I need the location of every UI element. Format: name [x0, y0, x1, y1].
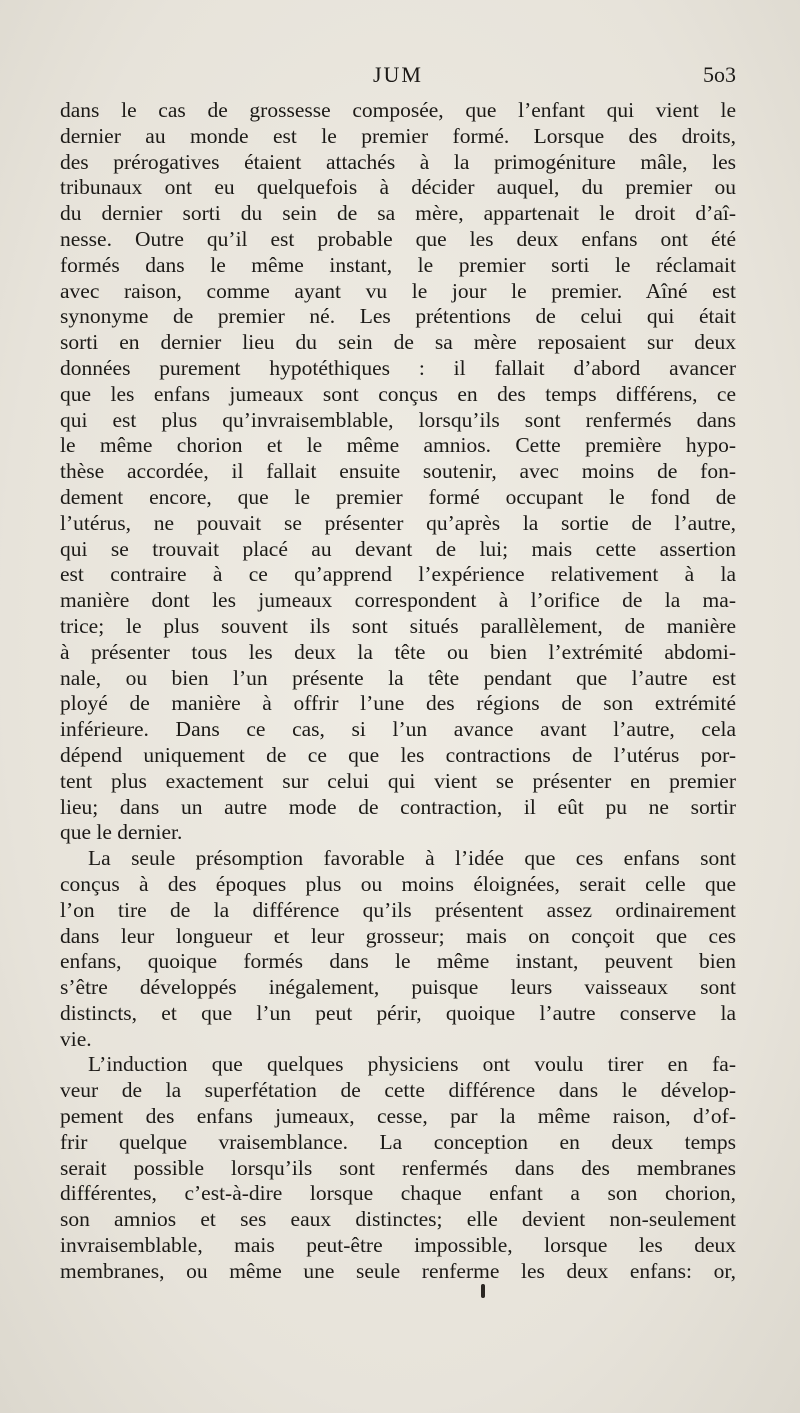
text-line: frir quelque vraisemblance. La conception en deux temps [60, 1129, 736, 1154]
text-line: le même chorion et le même amnios. Cette première hypo- [60, 433, 736, 458]
text-line: que le dernier. [60, 820, 183, 845]
text-line: tent plus exactement sur celui qui vient se présenter en premier [60, 768, 736, 793]
text-line: dans le cas de grossesse composée, que l’enfant qui vient le [60, 98, 736, 122]
text-line: dement encore, que le premier formé occupant le fond de [60, 484, 736, 509]
text-line: ployé de manière à offrir l’une des régions de son extrémité [60, 691, 736, 716]
text-line: données purement hypotéthiques : il fallait d’abord avancer [60, 355, 736, 380]
text-line: sorti en dernier lieu du sein de sa mère reposaient sur deux [60, 330, 736, 355]
text-line: nesse. Outre qu’il est probable que les deux enfans ont été [60, 226, 736, 251]
page-number: 5o3 [703, 62, 736, 87]
text-line: différentes, c’est-à-dire lorsque chaque enfant a son chorion, [60, 1181, 736, 1206]
text-line: dépend uniquement de ce que les contractions de l’utérus por- [60, 742, 736, 767]
text-line: du dernier sorti du sein de sa mère, appartenait le droit d’aî- [60, 201, 736, 226]
text-line: formés dans le même instant, le premier sorti le réclamait [60, 252, 736, 277]
text-line: avec raison, comme ayant vu le jour le premier. Aîné est [60, 278, 736, 303]
text-line: dernier au monde est le premier formé. Lorsque des droits, [60, 123, 736, 148]
text-line: synonyme de premier né. Les prétentions de celui qui était [60, 304, 736, 329]
text-line: qui se trouvait placé au devant de lui; mais cette assertion [60, 536, 736, 561]
text-line: distincts, et que l’un peut périr, quoique l’autre conserve la [60, 1000, 736, 1025]
running-head: JUM [372, 62, 423, 87]
text-line: L’induction que quelques physiciens ont voulu tirer en fa- [88, 1052, 736, 1077]
body-text [60, 98, 736, 1285]
text-line: invraisemblable, mais peut-être impossible, lorsque les deux [60, 1233, 736, 1258]
text-line: veur de la superfétation de cette différence dans le dévelop- [60, 1078, 736, 1103]
text-line: son amnios et ses eaux distinctes; elle devient non-seulement [60, 1207, 736, 1232]
text-line: La seule présomption favorable à l’idée que ces enfans sont [88, 846, 736, 871]
text-line: lieu; dans un autre mode de contraction, il eût pu ne sortir [60, 794, 736, 819]
text-line: manière dont les jumeaux correspondent à l’orifice de la ma- [60, 588, 736, 613]
text-line: l’utérus, ne pouvait se présenter qu’après la sortie de l’autre, [60, 510, 736, 535]
text-line: serait possible lorsqu’ils sont renfermés dans des membranes [60, 1155, 736, 1180]
text-line: membranes, ou même une seule renferme les deux enfans: or, [60, 1258, 736, 1283]
text-line: s’être développés inégalement, puisque leurs vaisseaux sont [60, 975, 736, 1000]
text-line: à présenter tous les deux la tête ou bien l’extrémité abdomi- [60, 639, 736, 664]
text-line: est contraire à ce qu’apprend l’expérience relativement à la [60, 562, 736, 587]
ink-mark [481, 1284, 485, 1298]
text-line: pement des enfans jumeaux, cesse, par la même raison, d’of- [60, 1104, 736, 1129]
text-line: que les enfans jumeaux sont conçus en des temps différens, ce [60, 381, 736, 406]
text-line: thèse accordée, il fallait ensuite soutenir, avec moins de fon- [60, 459, 736, 484]
text-line: des prérogatives étaient attachés à la primogéniture mâle, les [60, 149, 736, 174]
text-line: vie. [60, 1026, 92, 1051]
text-line: inférieure. Dans ce cas, si l’un avance avant l’autre, cela [60, 717, 736, 742]
page-header [60, 62, 736, 92]
text-line: tribunaux ont eu quelquefois à décider auquel, du premier ou [60, 175, 736, 200]
text-line: enfans, quoique formés dans le même instant, peuvent bien [60, 949, 736, 974]
text-line: qui est plus qu’invraisemblable, lorsqu’ils sont renfermés dans [60, 407, 736, 432]
text-line: conçus à des époques plus ou moins éloignées, serait celle que [60, 871, 736, 896]
text-line: dans leur longueur et leur grosseur; mais on conçoit que ces [60, 923, 736, 948]
text-line: l’on tire de la différence qu’ils présentent assez ordinairement [60, 897, 736, 922]
text-line: nale, ou bien l’un présente la tête pendant que l’autre est [60, 665, 736, 690]
text-line: trice; le plus souvent ils sont situés parallèlement, de manière [60, 613, 736, 638]
